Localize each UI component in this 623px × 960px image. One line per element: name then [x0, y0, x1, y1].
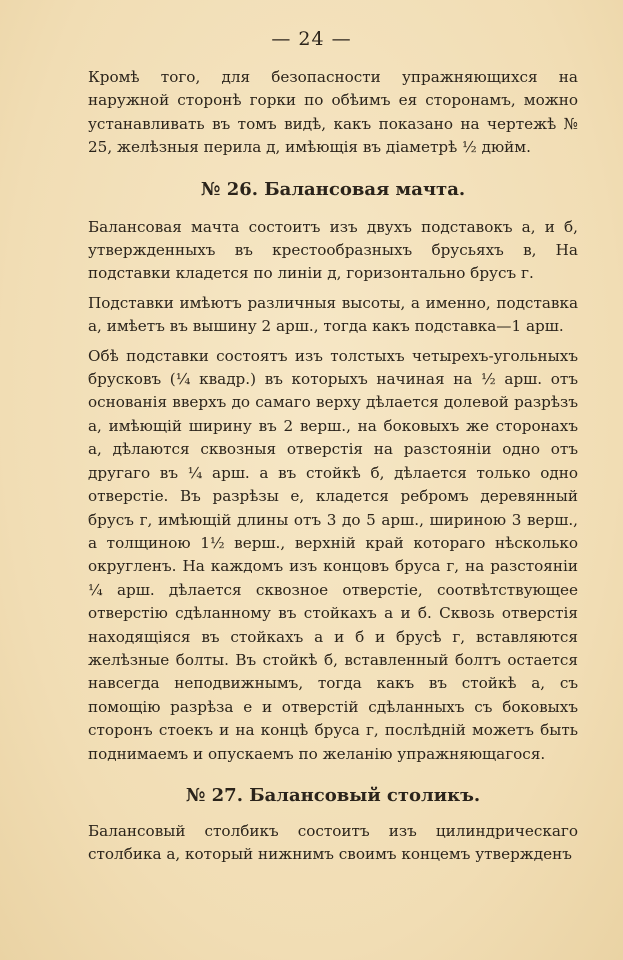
section-heading-27: № 27. Балансовый столикъ. [185, 784, 481, 806]
paragraph: Обѣ подставки состоятъ изъ толстыхъ четырехъ-угольныхъ брусковъ (¼ квадр.) въ которыхъ начиная на ½ арш. отъ основанія вверхъ до самаго верху дѣлается долевой разрѣзъ а, имѣющій ширину въ 2 верш., на боковыхъ же сторонахъ а, дѣлаются сквозныя отверстія на разстояніи одно отъ другаго въ ¼ арш. а въ стойкѣ б, дѣлается только одно отверстіе. Въ разрѣзы е, кладется ребромъ деревянный брусъ г, имѣющій длины отъ 3 до 5 арш., шириною 3 верш., а толщиною 1½ верш., верхній край котораго нѣсколько округленъ. На каждомъ изъ концовъ бруса г, на разстояніи ¼ арш. дѣлается сквозное отверстіе, соотвѣтствующее отверстію сдѣланному въ стойкахъ а и б. Сквозь отверстія находящіяся въ стойкахъ а и б и брусѣ г, вставляются желѣзные болты. Въ стойкѣ б, вставленный болтъ остается навсегда неподвижнымъ, тогда какъ въ стойкѣ а, съ помощію разрѣза е и отверстій сдѣланныхъ съ боковыхъ сторонъ стоекъ и на концѣ бруса г, послѣдній можетъ быть поднимаемъ и опускаемъ по желанію упражняющагося. [88, 346, 578, 763]
page-body [88, 66, 578, 867]
paragraph: Балансовый столбикъ состоитъ изъ цилиндрическаго столбика а, который нижнимъ своимъ концемъ утвержденъ [88, 821, 578, 864]
section-heading-26: № 26. Балансовая мачта. [200, 178, 466, 200]
paragraph: Кромѣ того, для безопасности упражняющихся на наружной сторонѣ горки по обѣимъ ея сторонамъ, можно устанавливать въ томъ видѣ, какъ показано на чертежѣ № 25, желѣзныя перила д, имѣющія въ діаметрѣ ½ дюйм. [88, 68, 578, 157]
paragraph: Балансовая мачта состоитъ изъ двухъ подставокъ а, и б, утвержденныхъ въ крестообразныхъ брусьяхъ в, На подставки кладется по линіи д, горизонтально брусъ г. [88, 217, 578, 283]
page-number: — 24 — [271, 28, 352, 50]
paragraph: Подставки имѣютъ различныя высоты, а именно, подставка а, имѣетъ въ вышину 2 арш., тогда какъ подставка—1 арш. [88, 293, 578, 336]
